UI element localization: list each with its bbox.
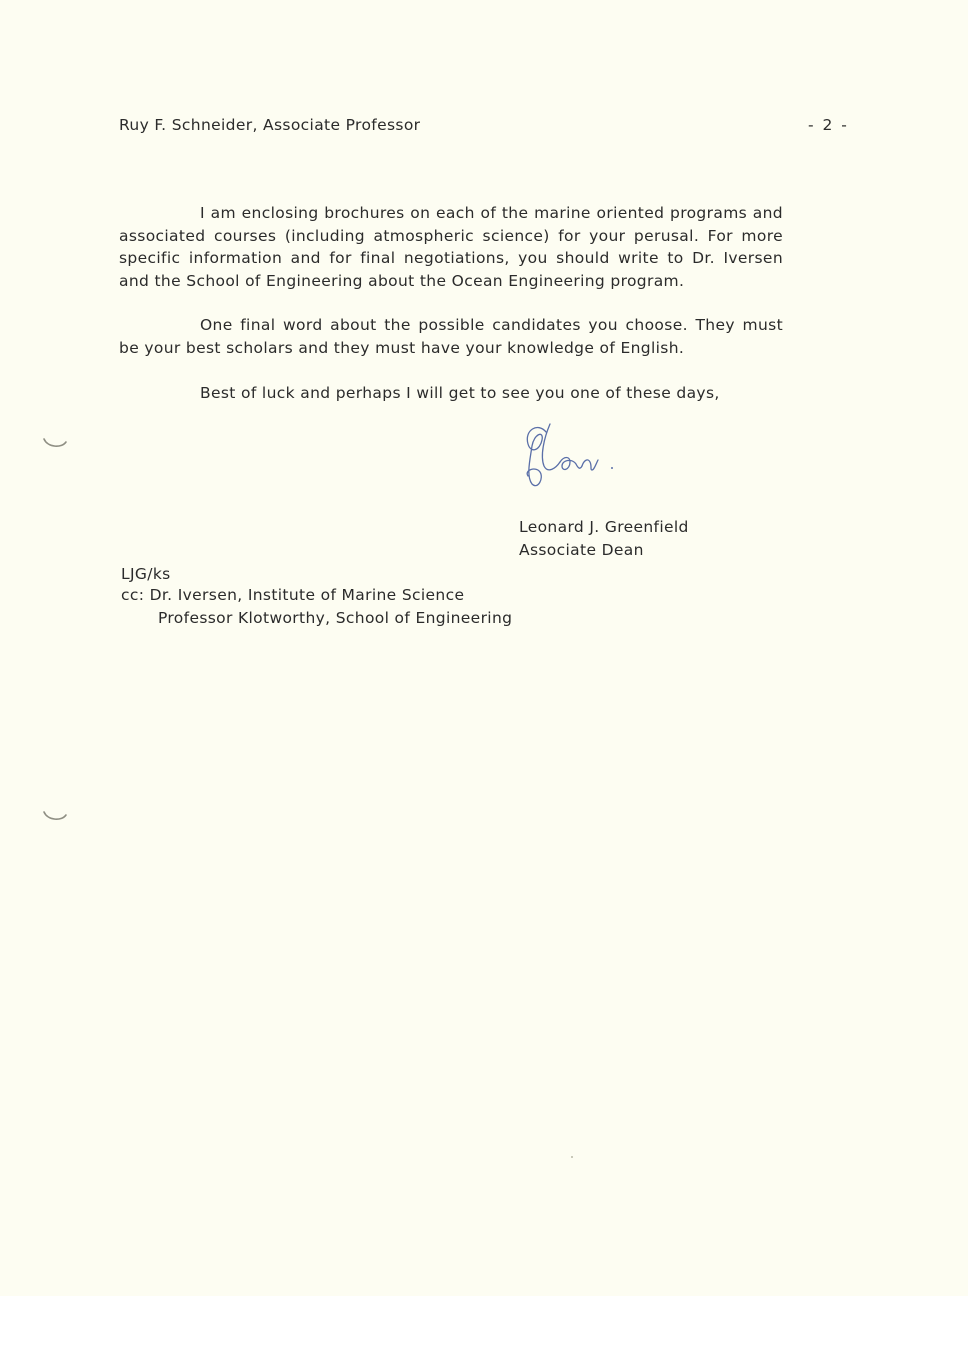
signatory-title: Associate Dean (519, 541, 644, 559)
page-number: - 2 - (808, 116, 849, 134)
cc-line: cc: Dr. Iversen, Institute of Marine Science (121, 586, 465, 604)
paragraph-line: associated courses (including atmospheric science) for your perusal. For more (119, 226, 783, 245)
handwritten-signature (520, 420, 630, 492)
paragraph-brochures (119, 202, 783, 293)
paragraph-line: and the School of Engineering about the Ocean Engineering program. (119, 272, 685, 291)
closing-line: Best of luck and perhaps I will get to see you one of these days, (200, 384, 720, 402)
scan-margin (0, 1296, 968, 1369)
recipient-header: Ruy F. Schneider, Associate Professor (119, 116, 421, 134)
paragraph-line: be your best scholars and they must have your knowledge of English. (119, 338, 685, 357)
paragraph-candidates (119, 314, 783, 359)
cc-line: Professor Klotworthy, School of Engineering (158, 609, 513, 627)
signatory-name: Leonard J. Greenfield (519, 518, 689, 536)
typist-initials: LJG/ks (121, 565, 171, 583)
paper-speck (571, 1156, 573, 1158)
punch-hole-mark (42, 809, 68, 823)
paragraph-line: One final word about the possible candidates you choose. They must (200, 316, 783, 334)
punch-hole-mark (42, 436, 68, 450)
paragraph-line: I am enclosing brochures on each of the marine oriented programs and (200, 204, 783, 222)
paragraph-line: specific information and for final negotiations, you should write to Dr. Iversen (119, 249, 783, 268)
